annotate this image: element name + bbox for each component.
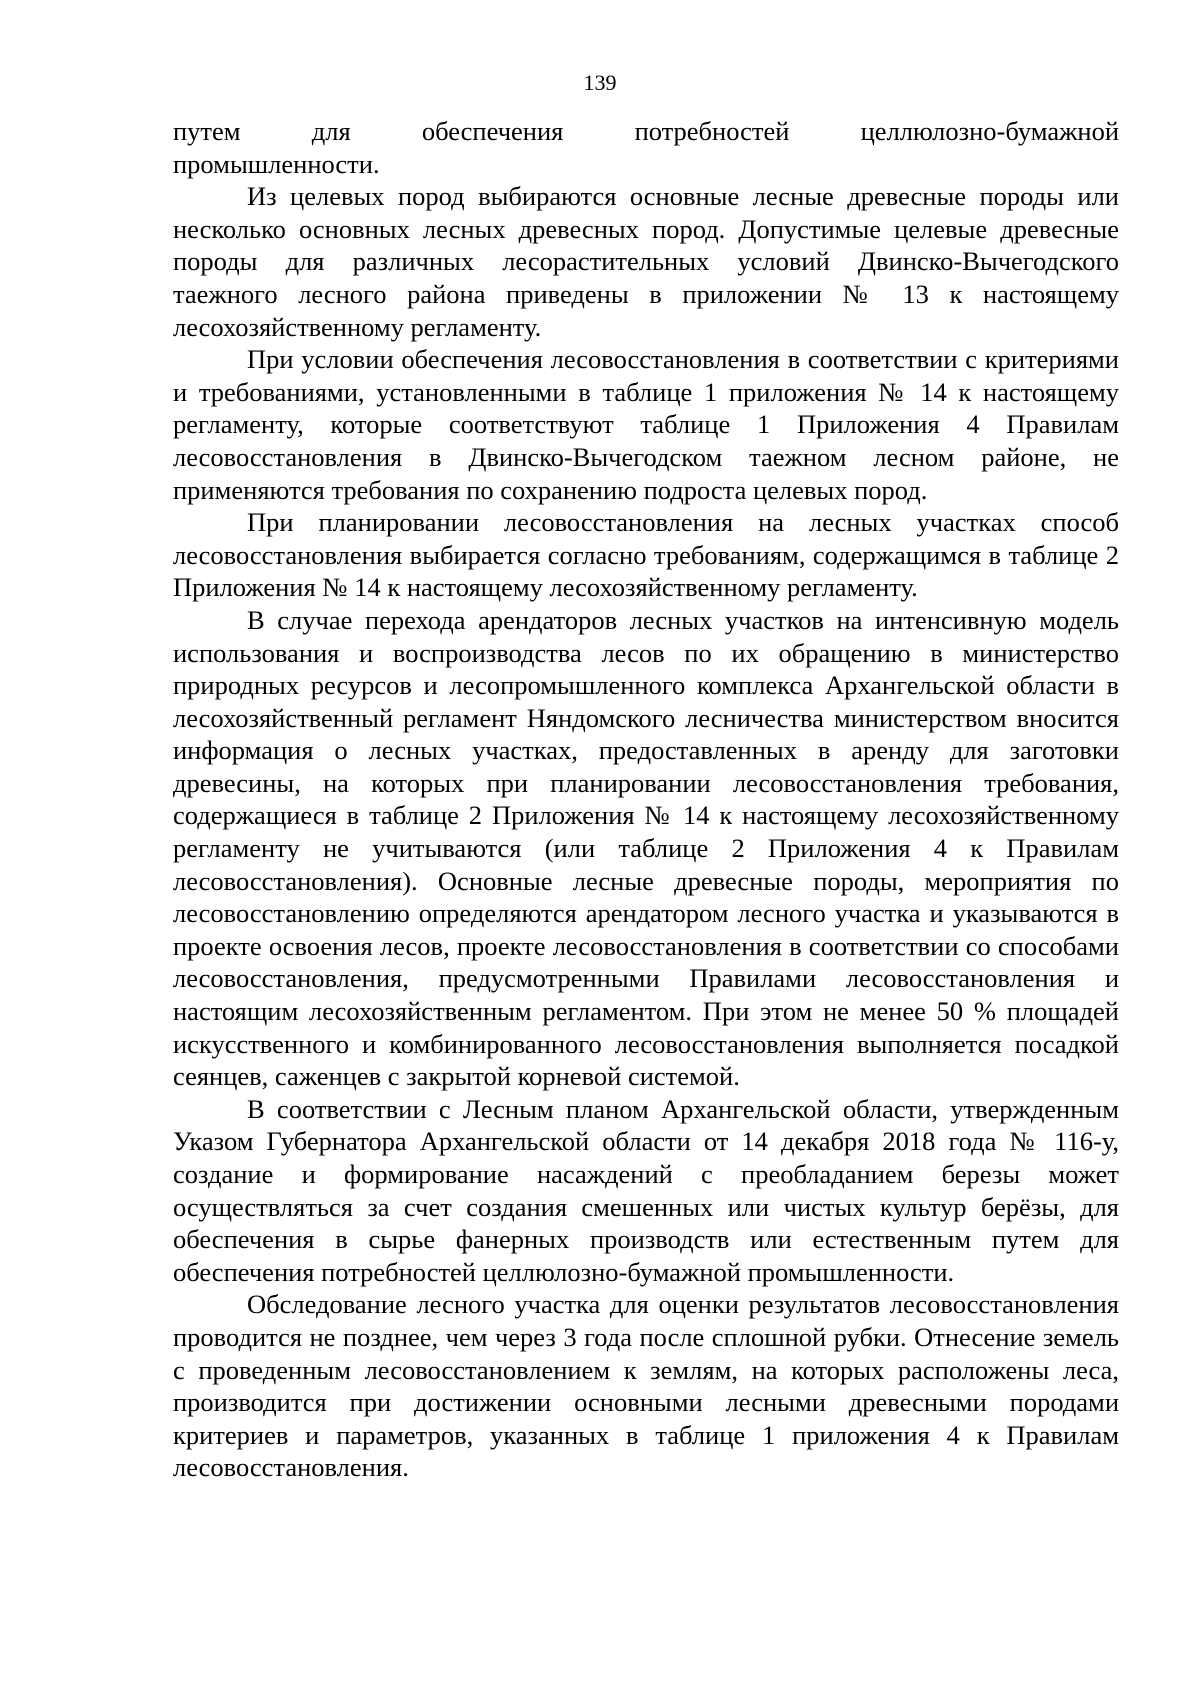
paragraph-undergrowth-requirements: При условии обеспечения лесовосстановления в соответствии с критериями и требованиями, установленными в таблице 1 приложения № 14 к настоящему регламенту, которые соответствуют таблице 1 Приложения 4 Правилам лесовосстановления в Двинско-Вычегодском таежном лесном районе, не применяются требования по сохранению подроста целевых пород. <box>173 344 1119 505</box>
page-number: 139 <box>583 70 617 95</box>
opening-word: путем <box>173 116 241 146</box>
opening-line <box>173 115 1119 148</box>
opening-word: обеспечения <box>421 116 564 146</box>
opening-word: потребностей <box>634 116 790 146</box>
paragraph-intensive-model: В случае перехода арендаторов лесных участков на интенсивную модель использования и воспроизводства лесов по их обращению в министерство природных ресурсов и лесопромышленного комплекса Архангельской области в лесохозяйственный регламент Няндомского лесничества министерством вносится информация о лесных участках, предоставленных в аренду для заготовки древесины, на которых при планировании лесовосстановления требования, содержащиеся в таблице 2 Приложения № 14 к настоящему лесохозяйственному регламенту не учитываются (или таблице 2 Приложения 4 к Правилам лесовосстановления). Основные лесные древесные породы, мероприятия по лесовосстановлению определяются арендатором лесного участка и указываются в проекте освоения лесов, проекте лесовосстановления в соответствии со способами лесовосстановления, предусмотренными Правилами лесовосстановления и настоящим лесохозяйственным регламентом. При этом не менее 50 % площадей искусственного и комбинированного лесовосстановления выполняется посадкой сеянцев, саженцев с закрытой корневой системой. <box>173 604 1119 1092</box>
paragraph-target-species: Из целевых пород выбираются основные лесные древесные породы или несколько основных лесных древесных пород. Допустимые целевые древесные породы для различных лесорастительных условий Двинско-Вычегодского таежного лесного района приведены в приложении № 13 к настоящему лесохозяйственному регламенту. <box>173 181 1119 342</box>
opening-continuation: промышленности. <box>173 148 380 179</box>
opening-word: для <box>311 116 351 146</box>
opening-word: целлюлозно-бумажной <box>860 116 1119 146</box>
paragraph-reforestation-method: При планировании лесовосстановления на лесных участках способ лесовосстановления выбирается согласно требованиям, содержащимся в таблице 2 Приложения № 14 к настоящему лесохозяйственному регламенту. <box>173 507 1119 603</box>
document-body <box>173 115 1119 1484</box>
paragraph-site-inspection: Обследование лесного участка для оценки результатов лесовосстановления проводится не позднее, чем через 3 года после сплошной рубки. Отнесение земель с проведенным лесовосстановлением к землям, на которых расположены леса, производится при достижении основными лесными древесными породами критериев и параметров, указанных в таблице 1 приложения 4 к Правилам лесовосстановления. <box>173 1289 1119 1483</box>
paragraph-birch-stands: В соответствии с Лесным планом Архангельской области, утвержденным Указом Губернатора Архангельской области от 14 декабря 2018 года № 116-у, создание и формирование насаждений с преобладанием березы может осуществляться за счет создания смешенных или чистых культур берёзы, для обеспечения в сырье фанерных производств или естественным путем для обеспечения потребностей целлюлозно-бумажной промышленности. <box>173 1093 1119 1287</box>
